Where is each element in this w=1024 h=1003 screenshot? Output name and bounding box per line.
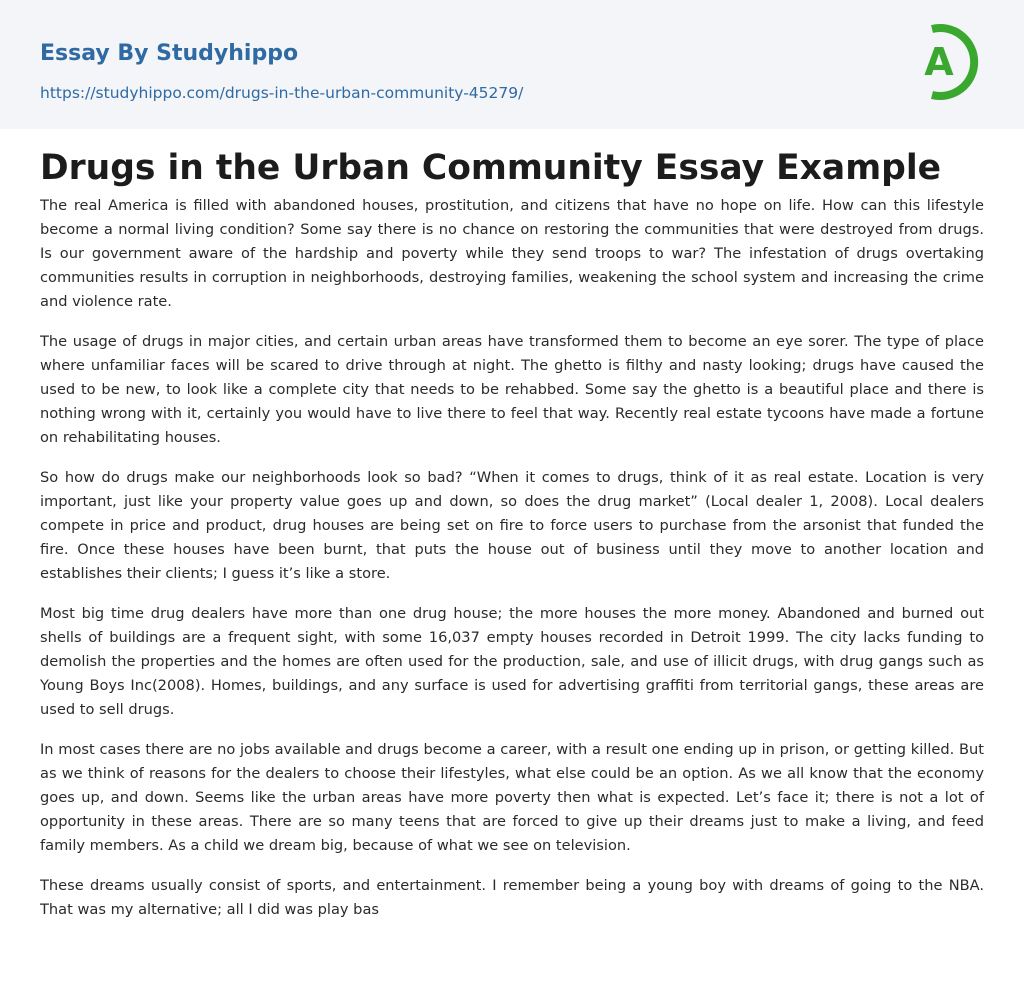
logo-letter: A bbox=[924, 40, 954, 84]
essay-paragraph: Most big time drug dealers have more than one drug house; the more houses the more money. Abandoned and burned out shells of buildings are a frequent sight, with some 16,037 empty houses recorded in Detroit 1999. The city lacks funding to demolish the properties and the homes are often used for the production, sale, and use of illicit drugs, with drug gangs such as Young Boys Inc(2008). Homes, buildings, and any surface is used for advertising graffiti from territorial gangs, these areas are used to sell drugs. bbox=[40, 605, 984, 718]
essay-paragraph: In most cases there are no jobs available and drugs become a career, with a result one ending up in prison, or getting killed. But as we think of reasons for the dealers to choose their lifestyles, what else could be an option. As we all know that the economy goes up, and down. Seems like the urban areas have more poverty then what is expected. Let’s face it; there is not a lot of opportunity in these areas. There are so many teens that are forced to give up their dreams just to make a living, and feed family members. As a child we dream big, because of what we see on television. bbox=[40, 741, 984, 854]
site-header bbox=[0, 0, 1024, 129]
page-title: Drugs in the Urban Community Essay Example bbox=[40, 148, 942, 188]
page-url-link[interactable]: https://studyhippo.com/drugs-in-the-urban-community-45279/ bbox=[40, 84, 524, 102]
essay-paragraph: The real America is filled with abandoned houses, prostitution, and citizens that have no hope on life. How can this lifestyle become a normal living condition? Some say there is no chance on restoring the communities that were destroyed from drugs. Is our government aware of the hardship and poverty while they send troops to war? The infestation of drugs overtaking communities results in corruption in neighborhoods, destroying families, weakening the school system and increasing the crime and violence rate. bbox=[40, 197, 984, 310]
studyhippo-logo-icon[interactable] bbox=[912, 19, 986, 105]
site-brand[interactable]: Essay By Studyhippo bbox=[40, 41, 299, 66]
essay-paragraph: These dreams usually consist of sports, and entertainment. I remember being a young boy with dreams of going to the NBA. That was my alternative; all I did was play bas bbox=[40, 877, 984, 918]
essay-body bbox=[40, 194, 984, 938]
essay-paragraph: So how do drugs make our neighborhoods look so bad? “When it comes to drugs, think of it as real estate. Location is very important, just like your property value goes up and down, so does the drug market” (Local dealer 1, 2008). Local dealers compete in price and product, drug houses are being set on fire to force users to purchase from the arsonist that funded the fire. Once these houses have been burnt, that puts the house out of business until they move to another location and establishes their clients; I guess it’s like a store. bbox=[40, 469, 984, 582]
essay-paragraph: The usage of drugs in major cities, and certain urban areas have transformed them to become an eye sorer. The type of place where unfamiliar faces will be scared to drive through at night. The ghetto is filthy and nasty looking; drugs have caused the used to be new, to look like a complete city that needs to be rehabbed. Some say the ghetto is a beautiful place and there is nothing wrong with it, certainly you would have to live there to feel that way. Recently real estate tycoons have made a fortune on rehabilitating houses. bbox=[40, 333, 984, 446]
